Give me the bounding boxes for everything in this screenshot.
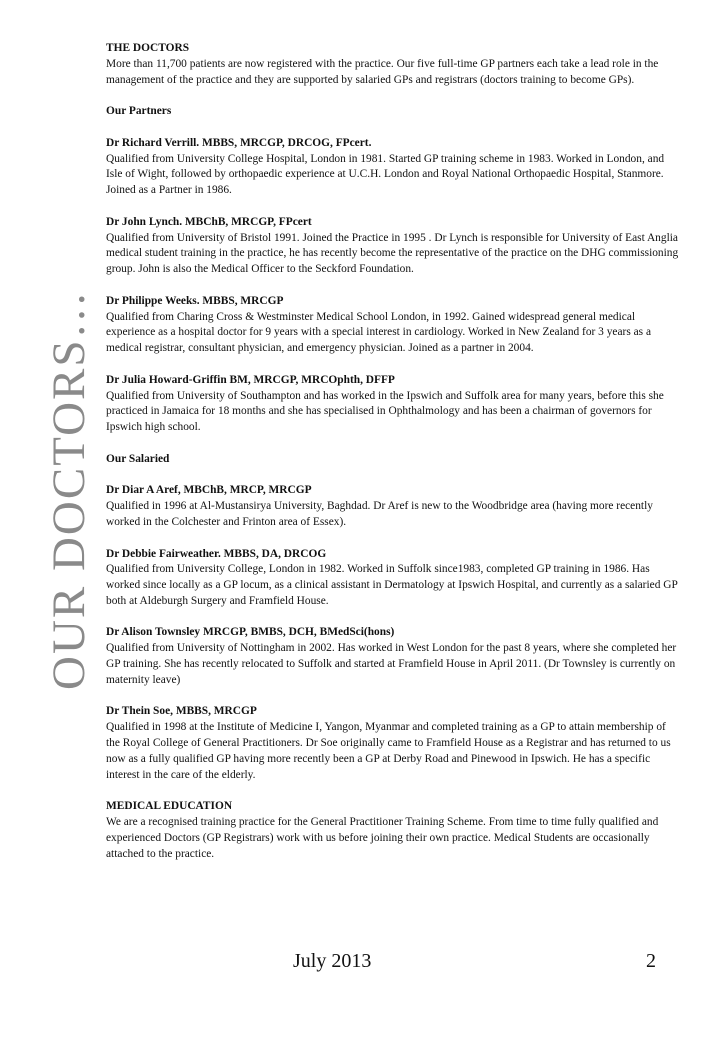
doctor-name: Dr John Lynch. MBChB, MRCGP, FPcert xyxy=(106,215,312,228)
section-the-doctors xyxy=(106,41,680,88)
doctors-content xyxy=(106,41,680,878)
doctor-entry xyxy=(106,704,680,783)
doctor-name: Dr Richard Verrill. MBBS, MRCGP, DRCOG, FPcert. xyxy=(106,136,372,149)
doctor-entry xyxy=(106,136,680,199)
doctor-bio: Qualified from University College Hospital, London in 1981. Started GP training scheme in 1983. Worked in London, and Isle of Wight, followed by orthopaedic experience at U.C.H. London and Royal National Orthopaedic Hospital, Stanmore. Joined as a Partner in 1986. xyxy=(106,152,665,197)
side-title: OUR DOCTORS… xyxy=(43,289,95,690)
doctor-entry xyxy=(106,547,680,610)
doctor-bio: Qualified from University of Bristol 1991. Joined the Practice in 1995 . Dr Lynch is responsible for University of East Anglia medical student training in the practice, he has recently become the representative of the practice on the DHG commissioning group. John is also the Medical Officer to the Seckford Foundation. xyxy=(106,231,679,276)
doctor-name: Dr Debbie Fairweather. MBBS, DA, DRCOG xyxy=(106,547,327,560)
doctor-bio: Qualified from University of Nottingham in 2002. Has worked in West London for the past 8 years, where she completed her GP training. She has recently relocated to Suffolk and started at Framfield House in April 2011. (Dr Townsley is currently on maternity leave) xyxy=(106,642,677,686)
doctor-name: Dr Thein Soe, MBBS, MRCGP xyxy=(106,705,257,718)
doctor-entry xyxy=(106,215,680,278)
section-body: More than 11,700 patients are now registered with the practice. Our five full-time GP partners each take a lead role in the management of the practice and they are supported by salaried GPs and registrars (doctors training to become GPs). xyxy=(106,57,659,86)
footer-date: July 2013 xyxy=(293,950,372,972)
doctor-entry xyxy=(106,625,680,688)
section-heading: THE DOCTORS xyxy=(106,42,190,54)
doctor-bio: Qualified in 1998 at the Institute of Medicine I, Yangon, Myanmar and completed training as a GP to attain membership of the Royal College of General Practitioners. Dr Soe originally came to Framfield House as a Registrar and has returned to us now as a fully qualified GP having more recently been a GP at Derby Road and Pinewood in Ipswich. He has a specific interest in the care of the elderly. xyxy=(106,721,671,781)
doctor-entry xyxy=(106,294,680,357)
doctor-name: Dr Philippe Weeks. MBBS, MRCGP xyxy=(106,294,284,307)
doctor-name: Dr Julia Howard-Griffin BM, MRCGP, MRCOphth, DFFP xyxy=(106,373,395,386)
doctor-entry xyxy=(106,483,680,530)
section-heading: MEDICAL EDUCATION xyxy=(106,800,233,813)
doctor-bio: Qualified from University College, London in 1982. Worked in Suffolk since1983, completed GP training in 1986. Has worked since locally as a GP locum, as a clinical assistant in Dermatology at Ipswich Hospital, and currently as a salaried GP both at Aldeburgh Surgery and Framfield House. xyxy=(106,563,678,607)
section-medical-education xyxy=(106,799,680,862)
doctor-name: Dr Alison Townsley MRCGP, BMBS, DCH, BMedSci(hons) xyxy=(106,626,395,639)
doctor-bio: Qualified in 1996 at Al-Mustansirya University, Baghdad. Dr Aref is new to the Woodbridge area (having more recently worked in the Colchester and Frinton area of Essex). xyxy=(106,500,653,528)
section-our-partners xyxy=(106,104,680,120)
doctor-bio: Qualified from Charing Cross & Westminster Medical School London, in 1992. Gained widespread general medical experience as a hospital doctor for 9 years with a special interest in cardiology. Worked in New Zealand for 3 years as a medical registrar, consultant physician, and emergency physician. Joined as a partner in 2004. xyxy=(106,310,651,355)
doctor-entry xyxy=(106,373,680,436)
section-heading: Our Partners xyxy=(106,105,172,118)
section-our-salaried xyxy=(106,452,680,468)
doctor-name: Dr Diar A Aref, MBChB, MRCP, MRCGP xyxy=(106,484,312,497)
section-heading: Our Salaried xyxy=(106,452,170,465)
section-body: We are a recognised training practice for the General Practitioner Training Scheme. From time to time fully qualified and experienced Doctors (GP Registrars) work with us before joining their own practice. Medical Students are occasionally attached to the practice. xyxy=(106,816,659,860)
doctor-bio: Qualified from University of Southampton and has worked in the Ipswich and Suffolk area for many years, before this she practiced in Jamaica for 18 months and she has specialised in Ophthalmology and has been a chairman of governors for Ipswich high school. xyxy=(106,389,664,434)
page-number: 2 xyxy=(646,950,656,972)
